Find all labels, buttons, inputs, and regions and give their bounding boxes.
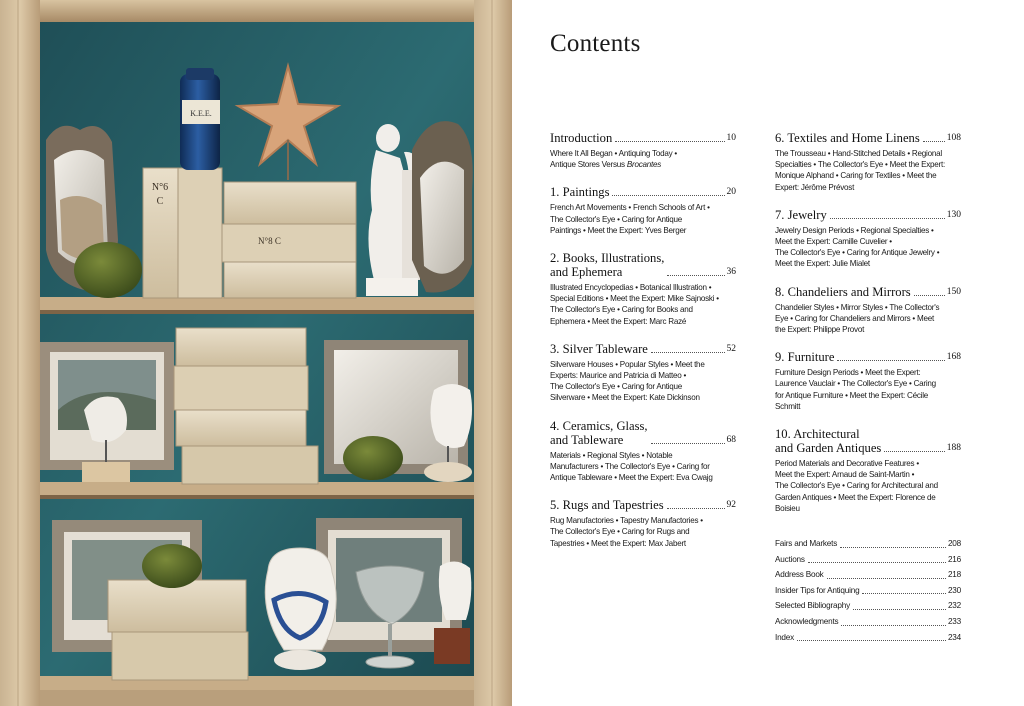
toc-entry[interactable]: [775, 285, 961, 336]
blue-bottle: [180, 68, 220, 170]
toc-chapter-description: Rug Manufactories • Tapestry Manufactories • The Collector's Eye • Caring for Rugs and Tapestries • Meet the Expert: Max Jabert: [550, 516, 703, 548]
stacked-books: [222, 182, 356, 298]
toc-entry[interactable]: [775, 350, 961, 412]
standing-books: [143, 168, 222, 298]
toc-heading-line: [550, 342, 736, 356]
back-matter-title: Acknowledgments: [775, 617, 839, 627]
dot-leader: [827, 578, 946, 579]
dot-leader: [830, 218, 945, 219]
bottle-label: K.E.E.: [190, 109, 212, 118]
toc-chapter-description: The Trousseau • Hand-Stitched Details • Regional Specialties • The Collector's Eye • Meet the Expert: Monique Alphand • Caring for Textiles • Meet the Expert: Jérôme Prévost: [775, 149, 945, 192]
dot-leader: [841, 625, 945, 626]
toc-page-number: 168: [946, 352, 961, 363]
back-matter-entry[interactable]: [775, 552, 961, 568]
toc-entry[interactable]: [775, 427, 961, 514]
moss-ball-left: [74, 242, 142, 298]
back-matter-entry[interactable]: [775, 630, 961, 646]
moss-ball-bottom: [142, 544, 202, 588]
book-stack-bottom: [108, 580, 248, 680]
toc-chapter-description: Furniture Design Periods • Meet the Expert: Laurence Vauclair • The Collector's Eye • Caring for Antique Furniture • Meet the Expert: Cécile Schmitt: [775, 368, 936, 411]
toc-chapter-description: [550, 148, 736, 170]
toc-chapter-title: Introduction: [550, 131, 613, 145]
toc-heading-line: [775, 427, 961, 455]
toc-column-left: [550, 131, 736, 564]
spine-label-2: N°8 C: [258, 236, 281, 246]
toc-chapter-title: 2. Books, Illustrations, and Ephemera: [550, 251, 665, 280]
toc-chapter-title: 1. Paintings: [550, 185, 610, 200]
toc-entry[interactable]: [550, 419, 736, 484]
toc-heading-line: [550, 419, 736, 447]
toc-chapter-title: 10. Architectural and Garden Antiques: [775, 427, 882, 456]
toc-chapter-title: 8. Chandeliers and Mirrors: [775, 284, 911, 299]
toc-page-number: 130: [946, 209, 961, 220]
back-matter-title: Fairs and Markets: [775, 539, 838, 549]
toc-chapter-description: Silverware Houses • Popular Styles • Meet the Experts: Maurice and Patricia di Matteo • The Collector's Eye • Caring for Antique Silverware • Meet the Expert: Kate Dickinson: [550, 359, 705, 403]
back-matter-title: Address Book: [775, 570, 824, 580]
toc-entry[interactable]: [550, 498, 736, 549]
toc-page-number: 92: [726, 500, 736, 511]
dot-leader: [651, 352, 725, 353]
italic-term: Brocantes: [626, 160, 662, 170]
back-matter-page: 216: [947, 554, 961, 564]
back-matter-page: 208: [947, 539, 961, 549]
dot-leader: [667, 275, 724, 276]
back-matter-title: Selected Bibliography: [775, 601, 850, 611]
toc-heading-line: [775, 208, 961, 222]
back-matter-title: Insider Tips for Antiquing: [775, 585, 860, 595]
dot-leader: [862, 593, 945, 594]
back-matter-page: 218: [947, 570, 961, 580]
dot-leader: [840, 547, 946, 548]
toc-heading-line: [550, 251, 736, 279]
dot-leader: [612, 195, 724, 196]
toc-chapter-description: Jewelry Design Periods • Regional Specialties • Meet the Expert: Camille Cuvelier • The Collector's Eye • Caring for Antique Jewelry • Meet the Expert: Julie Mialet: [775, 225, 940, 269]
toc-chapter-description: Chandelier Styles • Mirror Styles • The Collector's Eye • Caring for Chandeliers and Mirrors • Meet the Expert: Philippe Provot: [775, 302, 940, 335]
dot-leader: [923, 141, 945, 142]
toc-page-number: 108: [946, 133, 961, 143]
toc-page-number: 150: [946, 286, 961, 297]
moss-ball-middle: [343, 436, 403, 480]
toc-entry[interactable]: [775, 131, 961, 193]
toc-chapter-title: 7. Jewelry: [775, 207, 827, 222]
back-matter-entry[interactable]: [775, 567, 961, 583]
toc-chapter-title: 9. Furniture: [775, 350, 835, 365]
toc-page-number: 52: [726, 343, 736, 354]
dot-leader: [914, 295, 945, 296]
toc-heading-line: [550, 498, 736, 512]
toc-entry[interactable]: [550, 131, 736, 170]
toc-page-number: 68: [726, 434, 736, 445]
toc-chapter-description: Period Materials and Decorative Features • Meet the Expert: Arnaud de Saint-Martin • The Collector's Eye • Caring for Architectural and Garden Antiques • Meet the Expert: Florence de Boisieu: [775, 459, 938, 513]
toc-chapter-title: 5. Rugs and Tapestries: [550, 498, 664, 513]
description-text: Antique Stores Versus: [550, 160, 625, 170]
toc-heading-line: [775, 285, 961, 299]
toc-entry[interactable]: [550, 185, 736, 236]
toc-page-number: 188: [946, 443, 961, 454]
toc-chapter-description: Illustrated Encyclopedias • Botanical Illustration • Special Editions • Meet the Expert: Mike Sajnoski • The Collector's Eye • Caring for Books and Ephemera • Meet the Expert: Marc Razé: [550, 283, 719, 326]
back-matter-entry[interactable]: [775, 598, 961, 614]
back-matter-page: 230: [947, 585, 961, 595]
dot-leader: [853, 609, 946, 610]
toc-chapter-description: French Art Movements • French Schools of Art • The Collector's Eye • Caring for Antique Paintings • Meet the Expert: Yves Berger: [550, 203, 710, 235]
spine-label-1: N°6: [151, 182, 169, 193]
back-matter-page: 233: [947, 617, 961, 627]
dot-leader: [615, 141, 724, 142]
toc-column-right: [775, 131, 961, 645]
dot-leader: [797, 640, 946, 641]
back-matter-title: Index: [775, 632, 795, 642]
dot-leader: [884, 451, 944, 452]
toc-entry[interactable]: [550, 342, 736, 404]
toc-chapter-title: 4. Ceramics, Glass, and Tableware: [550, 418, 648, 447]
back-matter-entry[interactable]: [775, 536, 961, 552]
toc-heading-line: [775, 350, 961, 364]
toc-chapter-title: 6. Textiles and Home Linens: [775, 131, 920, 145]
back-matter-page: 232: [947, 601, 961, 611]
back-matter-list: [775, 536, 961, 645]
book-stack-middle: [174, 328, 318, 484]
dot-leader: [667, 508, 725, 509]
back-matter-page: 234: [947, 632, 961, 642]
back-matter-entry[interactable]: [775, 614, 961, 630]
toc-heading-line: [775, 131, 961, 145]
dot-leader: [837, 360, 944, 361]
back-matter-entry[interactable]: [775, 583, 961, 599]
toc-page-number: 10: [726, 133, 736, 143]
toc-page-number: 36: [726, 267, 736, 278]
svg-text:C: C: [156, 196, 164, 207]
toc-heading-line: [550, 185, 736, 199]
toc-heading-line: [550, 131, 736, 145]
description-text: Where It All Began • Antiquing Today •: [550, 149, 677, 158]
toc-entry[interactable]: [775, 208, 961, 270]
dot-leader: [808, 562, 946, 563]
toc-chapter-title: 3. Silver Tableware: [550, 341, 648, 356]
dot-leader: [651, 443, 725, 444]
page-title: Contents: [550, 30, 641, 57]
back-matter-title: Auctions: [775, 554, 805, 564]
toc-chapter-description: Materials • Regional Styles • Notable Manufacturers • The Collector's Eye • Caring for Antique Tableware • Meet the Expert: Eva Cwajg: [550, 450, 713, 483]
toc-page-number: 20: [726, 187, 736, 198]
toc-entry[interactable]: [550, 251, 736, 327]
ornate-mirror-right: [412, 121, 473, 292]
